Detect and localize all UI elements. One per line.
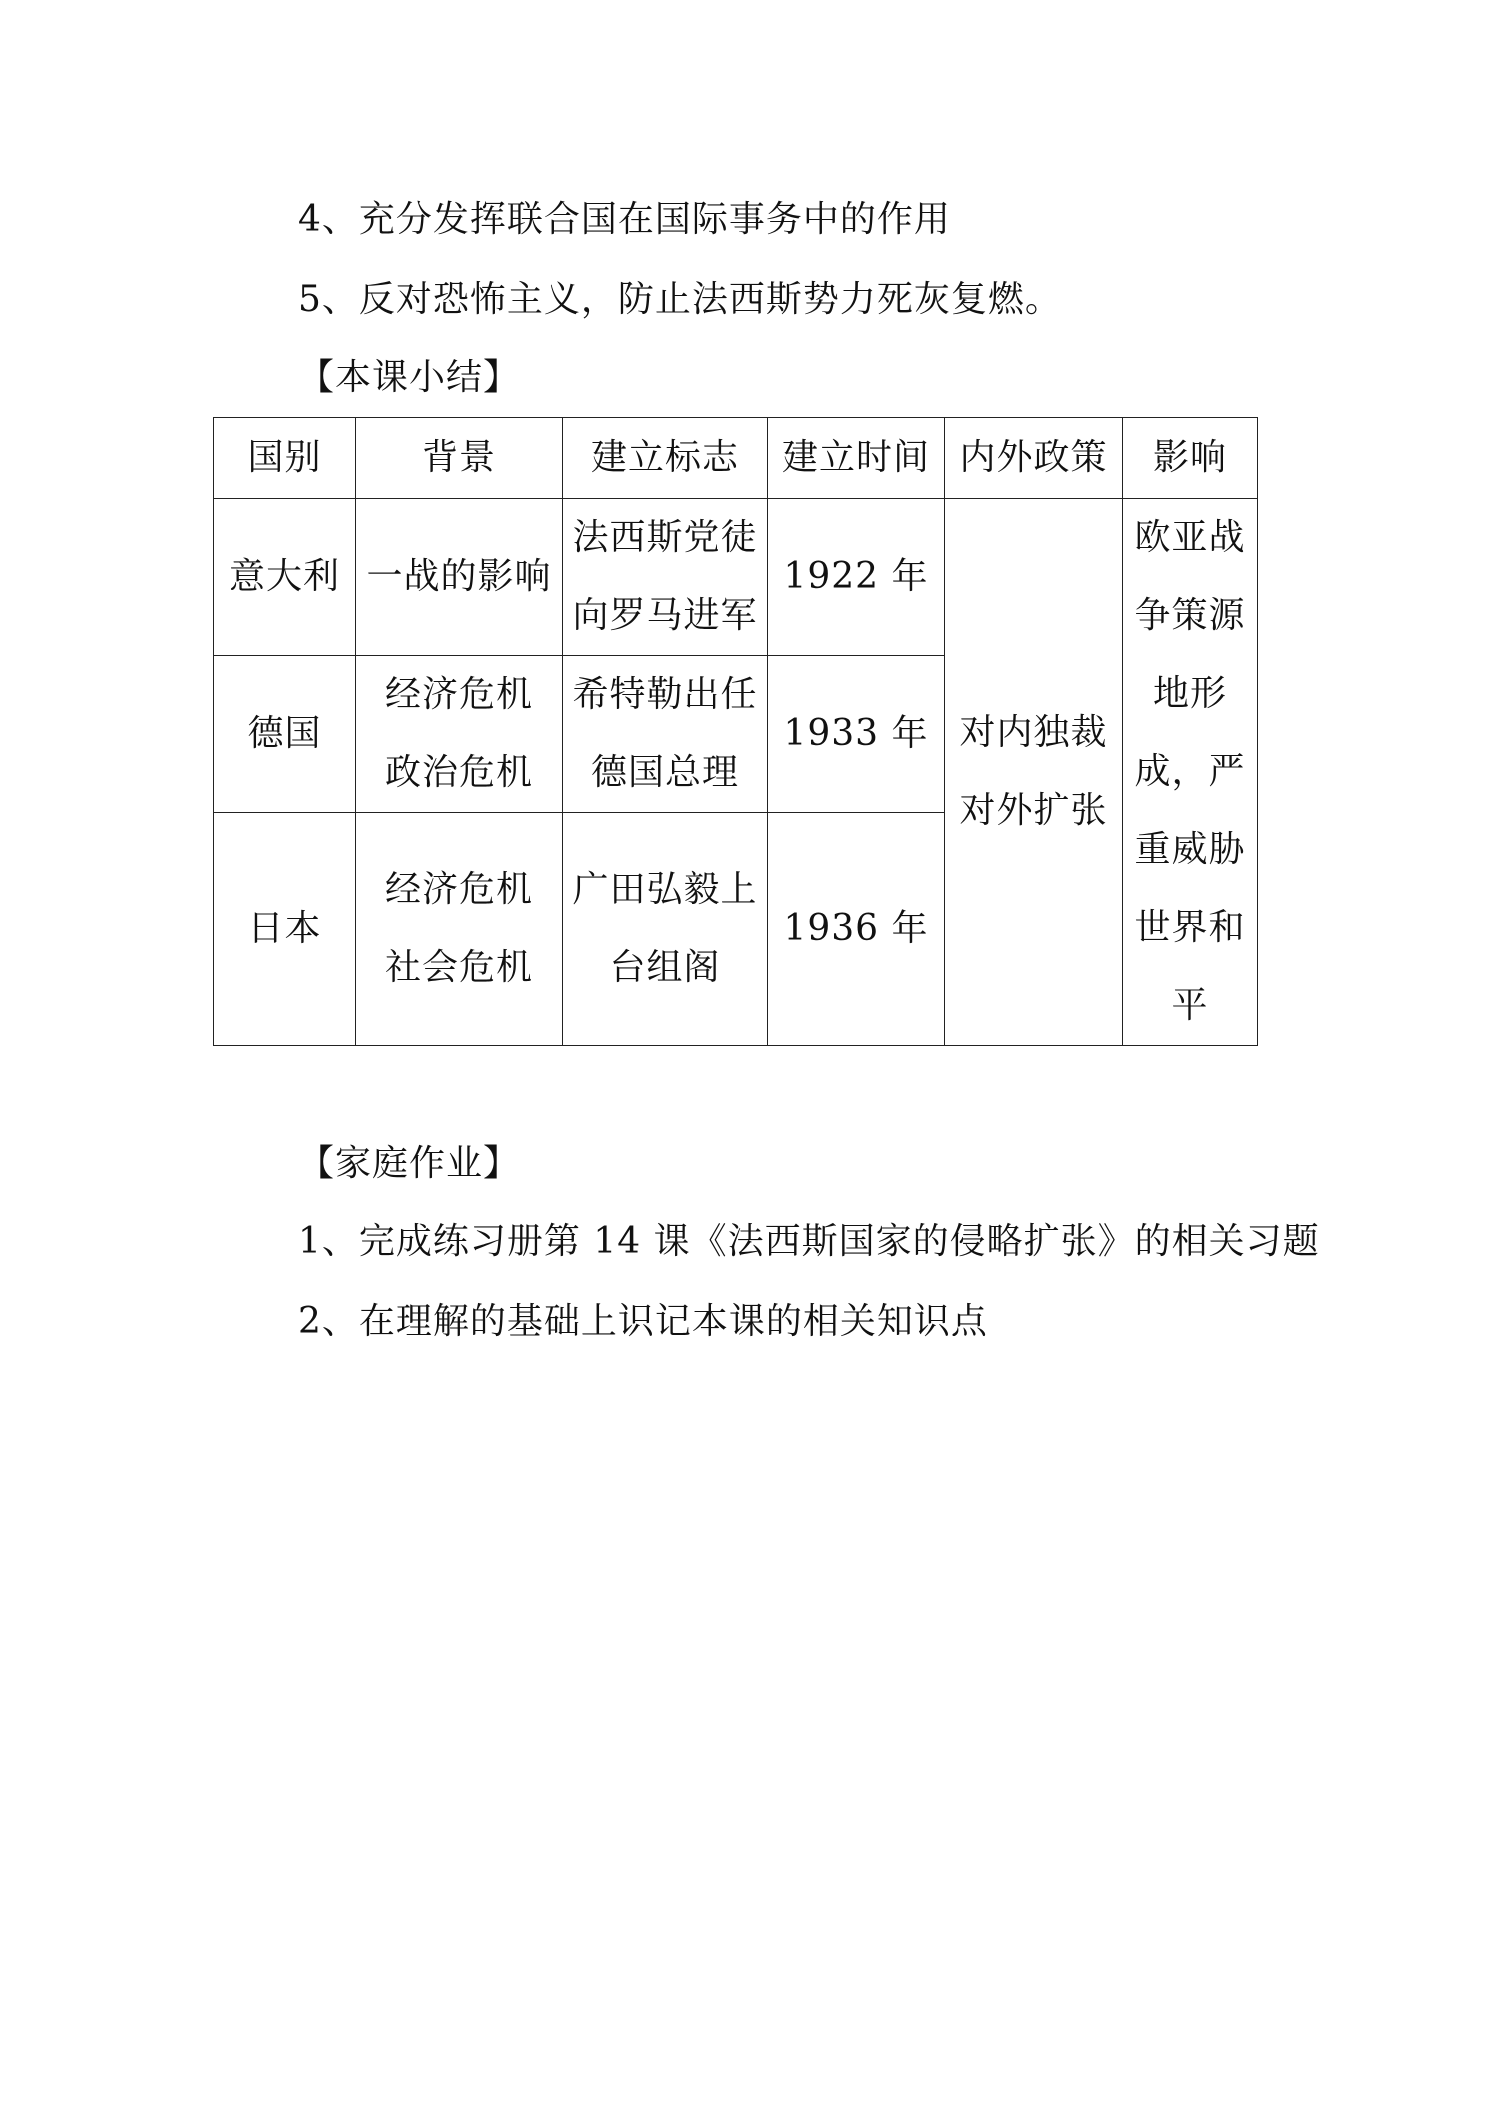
background-line: 政治危机 [384, 752, 533, 793]
impact-line: 世界和 [1134, 907, 1246, 948]
time-cell: 1933 年 [768, 656, 945, 813]
summary-heading: 【本课小结】 [298, 357, 521, 398]
marker-line: 德国总理 [590, 752, 739, 793]
policy-line: 对内独裁 [959, 712, 1108, 753]
background-line: 社会危机 [384, 947, 533, 988]
background-cell [356, 499, 563, 656]
background-line: 一战的影响 [366, 556, 552, 597]
header-background: 背景 [356, 418, 563, 499]
time-cell: 1922 年 [768, 499, 945, 656]
impact-line: 欧亚战 [1134, 517, 1246, 558]
header-impact: 影响 [1123, 418, 1258, 499]
impact-cell [1123, 499, 1258, 1046]
marker-line: 台组阁 [609, 947, 721, 988]
table-row [214, 499, 1258, 656]
impact-line: 平 [1171, 985, 1209, 1026]
homework-heading: 【家庭作业】 [298, 1143, 521, 1184]
marker-line: 向罗马进军 [572, 595, 758, 636]
header-policy: 内外政策 [945, 418, 1123, 499]
background-line: 经济危机 [384, 869, 533, 910]
country-cell: 德国 [214, 656, 356, 813]
impact-line: 成，严 [1134, 751, 1246, 792]
background-cell [356, 656, 563, 813]
impact-line: 地形 [1152, 673, 1227, 714]
marker-line: 广田弘毅上 [572, 869, 758, 910]
summary-table [213, 417, 1258, 1046]
country-cell: 意大利 [214, 499, 356, 656]
country-cell: 日本 [214, 813, 356, 1046]
header-country: 国别 [214, 418, 356, 499]
homework-item-1: 1、完成练习册第 14 课《法西斯国家的侵略扩张》的相关习题 [298, 1221, 1320, 1262]
impact-line: 争策源 [1134, 595, 1246, 636]
impact-line: 重威胁 [1134, 829, 1246, 870]
policy-line: 对外扩张 [959, 790, 1108, 831]
marker-cell [563, 499, 768, 656]
marker-cell [563, 656, 768, 813]
header-marker: 建立标志 [563, 418, 768, 499]
time-cell: 1936 年 [768, 813, 945, 1046]
marker-line: 法西斯党徒 [572, 517, 758, 558]
table-header-row [214, 418, 1258, 499]
marker-line: 希特勒出任 [572, 674, 758, 715]
homework-item-2: 2、在理解的基础上识记本课的相关知识点 [298, 1301, 988, 1342]
policy-cell [945, 499, 1123, 1046]
marker-cell [563, 813, 768, 1046]
background-cell [356, 813, 563, 1046]
background-line: 经济危机 [384, 674, 533, 715]
header-time: 建立时间 [768, 418, 945, 499]
point-item-5: 5、反对恐怖主义，防止法西斯势力死灰复燃。 [298, 279, 1062, 320]
point-item-4: 4、充分发挥联合国在国际事务中的作用 [298, 199, 951, 240]
